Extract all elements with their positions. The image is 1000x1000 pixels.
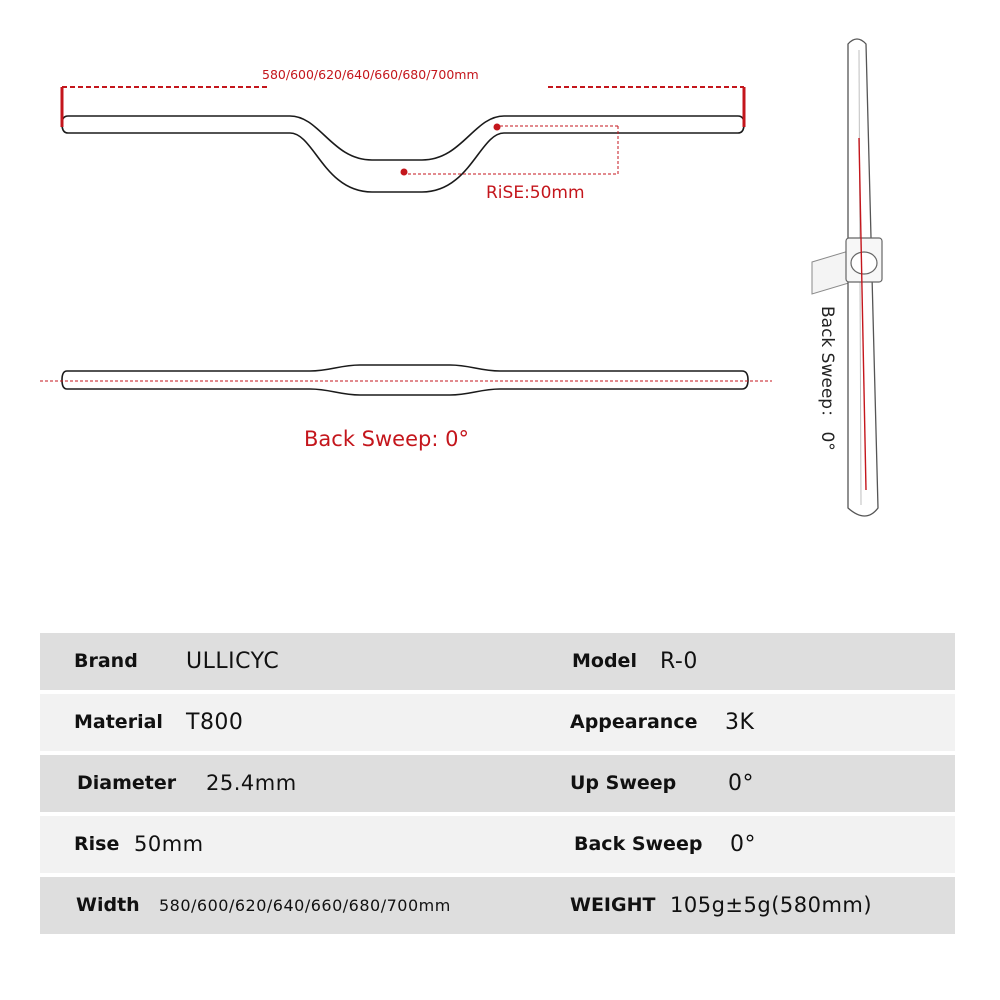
spec-value-diameter: 25.4mm xyxy=(206,771,297,795)
side-back-sweep-label: Back Sweep： 0° xyxy=(817,306,837,451)
top-view-handlebar xyxy=(40,365,772,395)
spec-value-model: R-0 xyxy=(660,649,698,674)
spec-value-width: 580/600/620/640/660/680/700mm xyxy=(159,896,451,915)
spec-key-diameter: Diameter xyxy=(77,772,177,794)
spec-value-brand: ULLICYC xyxy=(186,649,280,674)
spec-row-rise-backsweep xyxy=(40,816,955,873)
spec-row-material-appearance xyxy=(40,694,955,751)
spec-key-width: Width xyxy=(76,894,140,916)
spec-row-diameter-upsweep xyxy=(40,755,955,812)
spec-row-width-weight xyxy=(40,877,955,934)
spec-value-back-sweep: 0° xyxy=(730,832,756,857)
spec-value-material: T800 xyxy=(186,710,244,735)
spec-row-brand-model xyxy=(40,633,955,690)
spec-table xyxy=(40,633,955,938)
spec-key-material: Material xyxy=(74,711,163,733)
spec-key-appearance: Appearance xyxy=(570,711,698,733)
spec-value-up-sweep: 0° xyxy=(728,771,754,796)
front-view-handlebar xyxy=(62,116,744,192)
spec-key-model: Model xyxy=(572,650,637,672)
spec-key-rise: Rise xyxy=(74,833,120,855)
spec-key-up-sweep: Up Sweep xyxy=(570,772,677,794)
back-sweep-label: Back Sweep: 0° xyxy=(304,427,469,451)
spec-value-weight: 105g±5g(580mm) xyxy=(670,893,873,917)
spec-key-weight: WEIGHT xyxy=(570,894,656,916)
spec-value-rise: 50mm xyxy=(134,832,204,856)
width-label: 580/600/620/640/660/680/700mm xyxy=(262,67,479,82)
spec-key-brand: Brand xyxy=(74,650,138,672)
spec-key-back-sweep: Back Sweep xyxy=(574,833,703,855)
rise-label: RiSE:50mm xyxy=(486,183,585,203)
spec-value-appearance: 3K xyxy=(725,710,755,735)
